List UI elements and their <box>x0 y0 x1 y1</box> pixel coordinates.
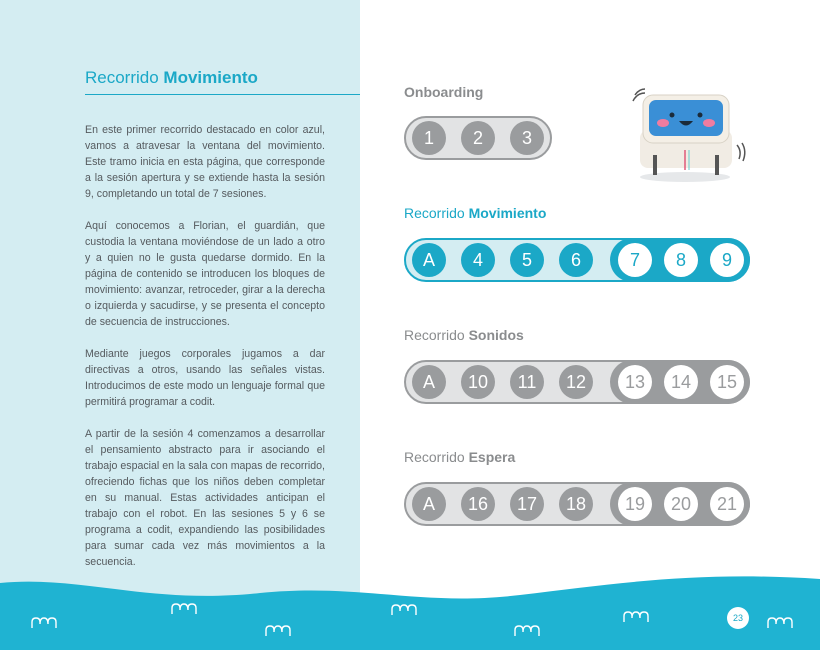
wavy-line-icon <box>264 624 300 638</box>
final-steps-segment <box>610 482 750 526</box>
wavy-line-icon <box>30 616 66 630</box>
left-panel <box>0 0 360 650</box>
step-circle: 10 <box>461 365 495 399</box>
step-circle: 21 <box>710 487 744 521</box>
movimiento-title: Recorrido Movimiento <box>404 205 547 221</box>
step-circle: 8 <box>664 243 698 277</box>
wavy-line-icon <box>390 603 426 617</box>
step-circle: 12 <box>559 365 593 399</box>
step-circle: 7 <box>618 243 652 277</box>
step-circle: 13 <box>618 365 652 399</box>
body-text <box>85 122 325 586</box>
step-circle: A <box>412 243 446 277</box>
step-circle: A <box>412 487 446 521</box>
step-circle: A <box>412 365 446 399</box>
paragraph: En este primer recorrido destacado en color azul, vamos a atravesar la ventana del movimiento. Este tramo inicia en esta página, que corresponde a la sesión apertura y se extiende hasta la sesión 9, completando un total de 7 sesiones. <box>85 124 325 200</box>
paragraph: A partir de la sesión 4 comenzamos a desarrollar el pensamiento abstracto para ir asociando el trabajo espacial en la sala con mapas de recorrido, ofreciendo fichas que los niños deben completar en su manual. Estas actividades anticipan el trabajo con el robot. En las sesiones 5 y 6 se programa a codit, expandiendo las posibilidades para sumar cada vez más movimientos a la secuencia. <box>85 428 325 568</box>
page-number: 23 <box>727 607 749 629</box>
final-steps-segment <box>610 238 750 282</box>
step-circle: 15 <box>710 365 744 399</box>
step-circle: 18 <box>559 487 593 521</box>
sonidos-track <box>404 360 750 404</box>
step-circle: 3 <box>510 121 544 155</box>
left-section-title: Recorrido Movimiento <box>85 68 258 87</box>
final-steps-segment <box>610 360 750 404</box>
paragraph: Mediante juegos corporales jugamos a dar directivas a otros, usando las señales vistas. Introducimos de este modo un lenguaje formal que permitirá programar a codit. <box>85 348 325 408</box>
title-underline <box>85 94 360 95</box>
wavy-line-icon <box>170 602 206 616</box>
step-circle: 9 <box>710 243 744 277</box>
wavy-line-icon <box>766 616 802 630</box>
step-circle: 19 <box>618 487 652 521</box>
step-circle: 6 <box>559 243 593 277</box>
step-circle: 2 <box>461 121 495 155</box>
step-circle: 14 <box>664 365 698 399</box>
step-circle: 5 <box>510 243 544 277</box>
codit-robot-icon <box>625 85 750 185</box>
step-circle: 4 <box>461 243 495 277</box>
sonidos-title: Recorrido Sonidos <box>404 327 524 343</box>
onboarding-track <box>404 116 552 160</box>
step-circle: 11 <box>510 365 544 399</box>
wavy-line-icon <box>622 610 658 624</box>
espera-title: Recorrido Espera <box>404 449 516 465</box>
movimiento-track <box>404 238 750 282</box>
step-circle: 20 <box>664 487 698 521</box>
step-circle: 1 <box>412 121 446 155</box>
wavy-line-icon <box>513 624 549 638</box>
paragraph: Aquí conocemos a Florian, el guardián, que custodia la ventana moviéndose de un lado a otro y a quien no le gusta quedarse dormido. En la página de contenido se introducen los bloques de movimiento: avanzar, retroceder, girar a la derecha o izquierda y sacudirse, y se presenta el concepto de secuencia de instrucciones. <box>85 220 325 328</box>
espera-track <box>404 482 750 526</box>
onboarding-title: Onboarding <box>404 84 484 100</box>
step-circle: 17 <box>510 487 544 521</box>
step-circle: 16 <box>461 487 495 521</box>
